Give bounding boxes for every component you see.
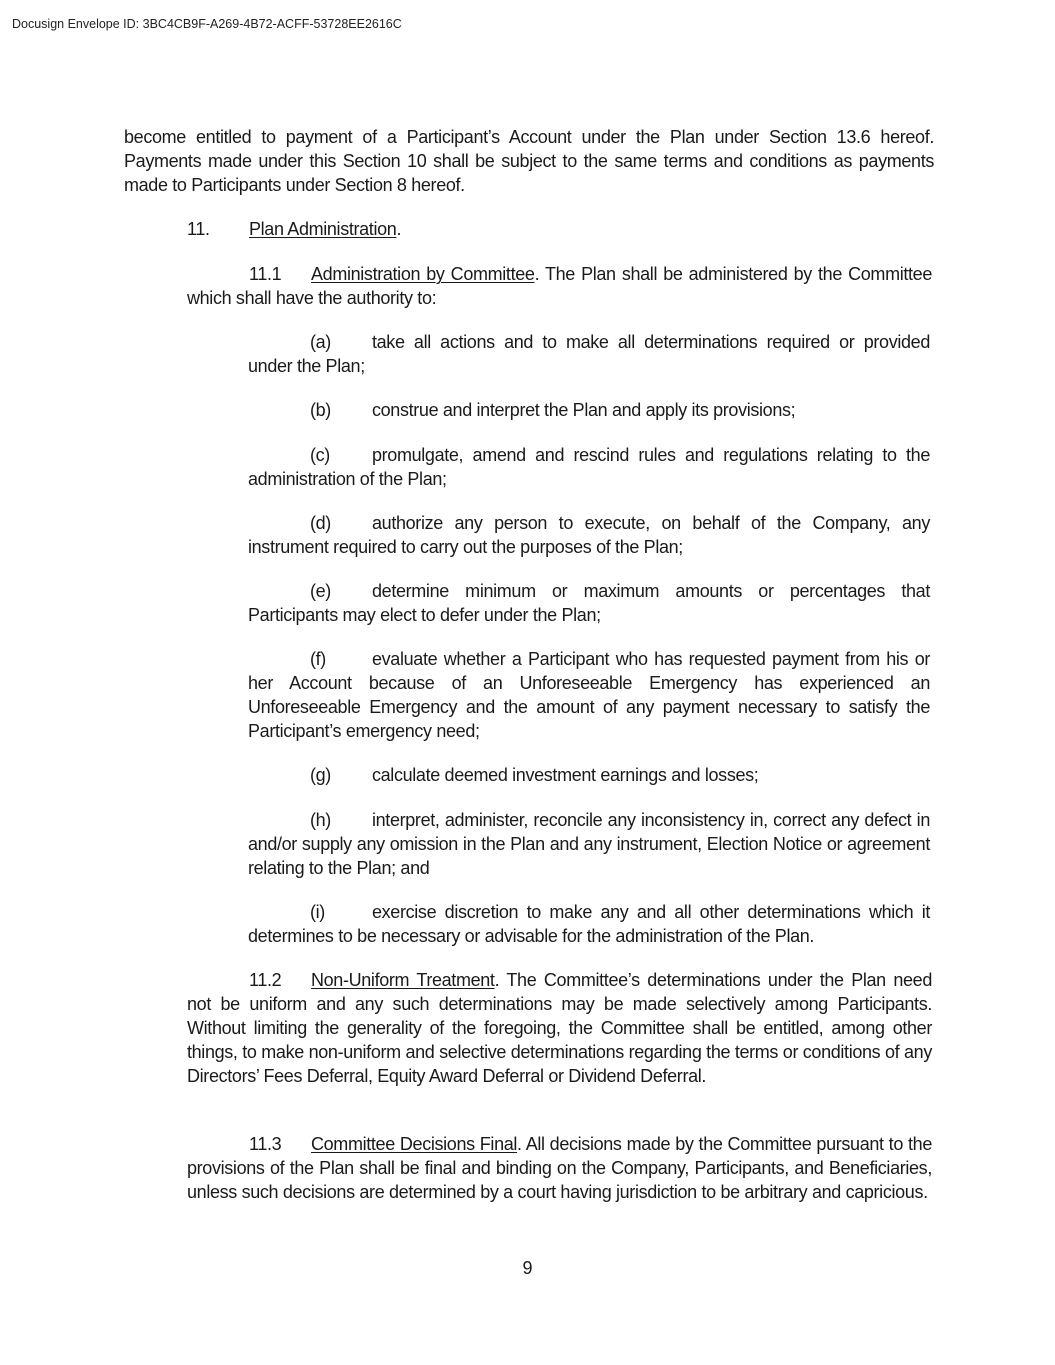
list-item [248, 808, 930, 880]
list-item [248, 398, 930, 422]
subsection-11-3 [187, 1132, 932, 1204]
item-label: (h) [310, 810, 331, 830]
subsection-title: Non-Uniform Treatment [311, 970, 495, 990]
item-label: (g) [310, 765, 331, 785]
subsection-title: Administration by Committee [311, 264, 535, 284]
item-label: (a) [310, 332, 331, 352]
item-label: (b) [310, 400, 331, 420]
subsection-text: . The Plan shall be administered by the Committee which shall have the authority to: [187, 264, 932, 308]
subsection-title: Committee Decisions Final [311, 1134, 518, 1154]
section-title-suffix: . [396, 219, 402, 239]
subsection-11-1 [187, 262, 932, 310]
item-text: promulgate, amend and rescind rules and regulations relating to the administration of the Plan; [248, 445, 930, 489]
envelope-id: Docusign Envelope ID: 3BC4CB9F-A269-4B72-ACFF-53728EE2616C [12, 17, 402, 31]
list-item [248, 579, 930, 627]
item-text: interpret, administer, reconcile any inconsistency in, correct any defect in and/or supply any omission in the Plan and any instrument, Election Notice or agreement relating to the Plan; and [248, 810, 930, 878]
list-item [248, 330, 930, 378]
item-text: evaluate whether a Participant who has requested payment from his or her Account because of an Unforeseeable Emergency has experienced an Unforeseeable Emergency and the amount of any payment necessary to satisfy the Participant’s emergency need; [248, 649, 930, 741]
section-title: Plan Administration [249, 219, 397, 239]
item-text: calculate deemed investment earnings and losses; [372, 765, 759, 785]
page-number: 9 [522, 1258, 533, 1278]
list-item [248, 900, 930, 948]
list-item [248, 443, 930, 491]
intro-paragraph: become entitled to payment of a Participant’s Account under the Plan under Section 13.6 hereof. Payments made under this Section 10 shall be subject to the same terms and conditions as payments made to Participants under Section 8 hereof. [124, 127, 934, 195]
item-label: (e) [310, 581, 331, 601]
section-11-heading [187, 217, 933, 241]
subsection-number: 11.2 [249, 970, 282, 990]
subsection-11-2 [187, 968, 932, 1088]
item-text: construe and interpret the Plan and apply its provisions; [372, 400, 796, 420]
item-text: determine minimum or maximum amounts or percentages that Participants may elect to defer under the Plan; [248, 581, 930, 625]
section-number: 11. [187, 219, 210, 239]
subsection-text: . The Committee’s determinations under the Plan need not be uniform and any such determinations may be made selectively among Participants. Without limiting the generality of the foregoing, the Committee shall be entitled, among other things, to make non-uniform and selective determinations regarding the terms or conditions of any Directors’ Fees Deferral, Equity Award Deferral or Dividend Deferral. [187, 970, 932, 1086]
subsection-number: 11.1 [249, 264, 282, 284]
subsection-number: 11.3 [249, 1134, 282, 1154]
item-text: exercise discretion to make any and all other determinations which it determines to be necessary or advisable for the administration of the Plan. [248, 902, 930, 946]
subsection-text: . All decisions made by the Committee pursuant to the provisions of the Plan shall be final and binding on the Company, Participants, and Beneficiaries, unless such decisions are determined by a court having jurisdiction to be arbitrary and capricious. [187, 1134, 932, 1202]
list-item [248, 763, 930, 787]
item-text: take all actions and to make all determinations required or provided under the Plan; [248, 332, 930, 376]
item-label: (d) [310, 513, 331, 533]
item-text: authorize any person to execute, on behalf of the Company, any instrument required to carry out the purposes of the Plan; [248, 513, 930, 557]
list-item [248, 647, 930, 743]
item-label: (c) [310, 445, 330, 465]
item-label: (i) [310, 902, 325, 922]
list-item [248, 511, 930, 559]
item-label: (f) [310, 649, 326, 669]
